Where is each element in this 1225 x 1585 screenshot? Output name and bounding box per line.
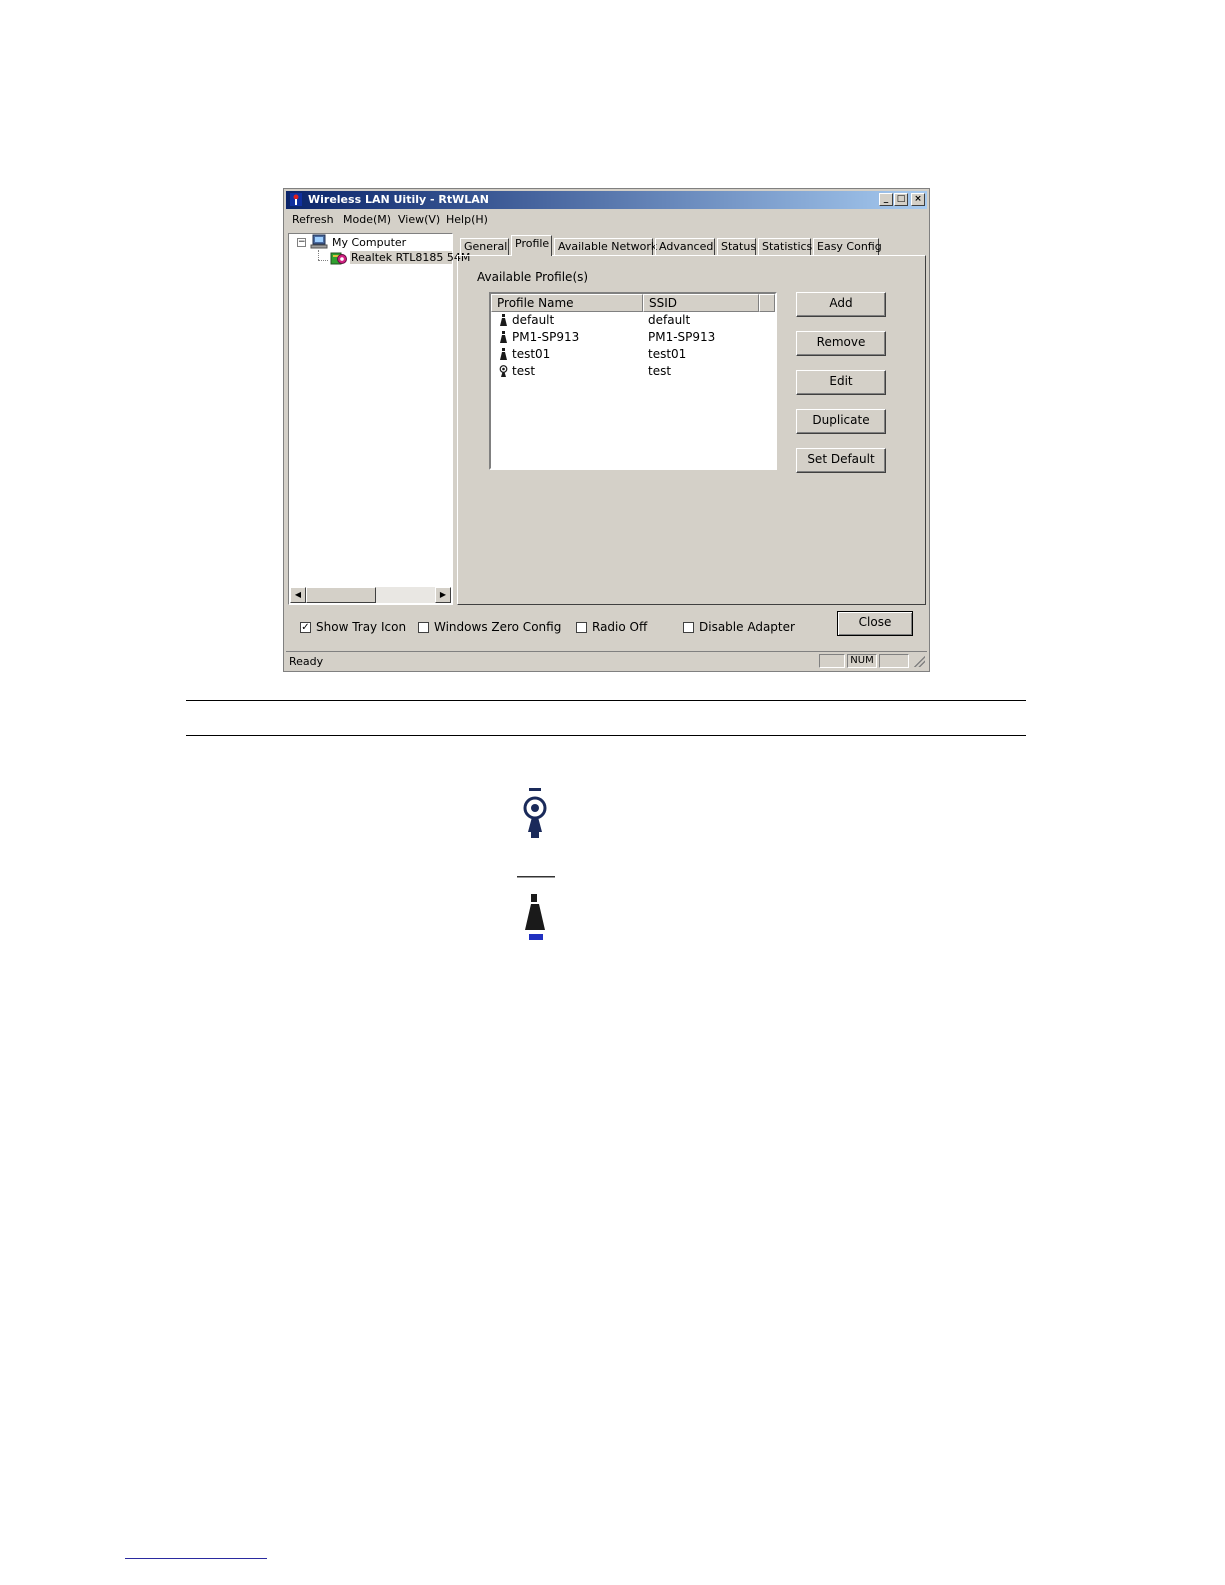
status-pane-caps (819, 654, 845, 668)
minimize-icon[interactable]: _ (879, 193, 893, 206)
tree-connector (318, 250, 319, 260)
menu-refresh[interactable]: Refresh (292, 213, 334, 226)
profile-ssid: PM1-SP913 (648, 330, 716, 344)
app-icon (290, 193, 302, 206)
options-bar (284, 609, 929, 645)
list-item[interactable] (491, 312, 775, 329)
set-default-button[interactable]: Set Default (796, 448, 886, 473)
menu-view[interactable]: View(V) (398, 213, 441, 226)
list-item[interactable] (491, 363, 775, 380)
tab-advanced[interactable]: Advanced (655, 238, 715, 255)
computer-icon (311, 235, 327, 249)
profile-ssid: test01 (648, 347, 687, 361)
infrastructure-icon (499, 348, 508, 361)
tab-general[interactable]: General (460, 238, 509, 255)
status-pane-num: NUM (847, 654, 877, 668)
collapse-icon[interactable]: − (298, 237, 306, 247)
scroll-right-icon[interactable]: ▶ (435, 587, 451, 603)
windows-zero-config-checkbox[interactable] (418, 622, 429, 633)
close-icon[interactable]: × (911, 193, 925, 206)
disable-adapter-label[interactable]: Disable Adapter (699, 620, 795, 634)
tab-available-network[interactable]: Available Network (554, 238, 653, 255)
status-bar (286, 651, 927, 670)
show-tray-icon-label[interactable]: Show Tray Icon (316, 620, 407, 634)
edit-button[interactable]: Edit (796, 370, 886, 395)
close-button[interactable]: Close (837, 611, 913, 636)
table-rule-top (186, 700, 1026, 701)
infrastructure-icon (499, 331, 508, 344)
list-item[interactable] (491, 329, 775, 346)
profile-ssid: test (648, 364, 672, 378)
column-header-profile-name[interactable]: Profile Name (491, 294, 643, 312)
disable-adapter-checkbox[interactable] (683, 622, 694, 633)
profile-panel (457, 255, 926, 605)
wlan-utility-window (283, 188, 930, 672)
status-text: Ready (289, 655, 324, 668)
column-header-ssid[interactable]: SSID (643, 294, 759, 312)
add-button[interactable]: Add (796, 292, 886, 317)
menu-help[interactable]: Help(H) (446, 213, 488, 226)
column-header-filler (759, 294, 775, 312)
title-bar[interactable] (286, 191, 927, 209)
remove-button[interactable]: Remove (796, 331, 886, 356)
tree-connector (318, 260, 328, 261)
menu-bar (286, 211, 927, 229)
tab-easy-config[interactable]: Easy Config (813, 238, 879, 255)
tree-item-adapter[interactable]: Realtek RTL8185 54M (351, 251, 471, 264)
infrastructure-icon (499, 314, 508, 327)
adhoc-icon (515, 788, 555, 846)
menu-mode[interactable]: Mode(M) (343, 213, 392, 226)
profile-name: test (512, 364, 536, 378)
radio-off-label[interactable]: Radio Off (592, 620, 648, 634)
tree-item-my-computer[interactable]: My Computer (332, 236, 407, 249)
resize-grip-icon[interactable] (914, 656, 925, 667)
infrastructure-icon (515, 876, 557, 942)
tab-profile[interactable]: Profile (511, 235, 552, 256)
table-rule-bottom (186, 735, 1026, 736)
profile-list[interactable] (489, 292, 777, 470)
duplicate-button[interactable]: Duplicate (796, 409, 886, 434)
profile-name: PM1-SP913 (512, 330, 580, 344)
profile-ssid: default (648, 313, 691, 327)
scroll-thumb[interactable] (306, 587, 376, 603)
network-adapter-icon (331, 251, 347, 266)
adhoc-icon (499, 365, 508, 378)
windows-zero-config-label[interactable]: Windows Zero Config (434, 620, 562, 634)
profile-name: test01 (512, 347, 551, 361)
footnote-separator (125, 1558, 267, 1559)
tab-status[interactable]: Status (717, 238, 756, 255)
scroll-left-icon[interactable]: ◀ (290, 587, 306, 603)
adapter-tree[interactable] (288, 233, 471, 605)
list-item[interactable] (491, 346, 775, 363)
maximize-icon[interactable]: □ (894, 193, 908, 206)
tab-statistics[interactable]: Statistics (758, 238, 811, 255)
available-profiles-label: Available Profile(s) (477, 270, 589, 284)
radio-off-checkbox[interactable] (576, 622, 587, 633)
tree-scrollbar[interactable] (290, 587, 451, 603)
profile-name: default (512, 313, 555, 327)
status-pane-scroll (879, 654, 909, 668)
window-title: Wireless LAN Uitily - RtWLAN (308, 193, 489, 206)
show-tray-icon-checkbox[interactable]: ✓ (301, 622, 310, 633)
